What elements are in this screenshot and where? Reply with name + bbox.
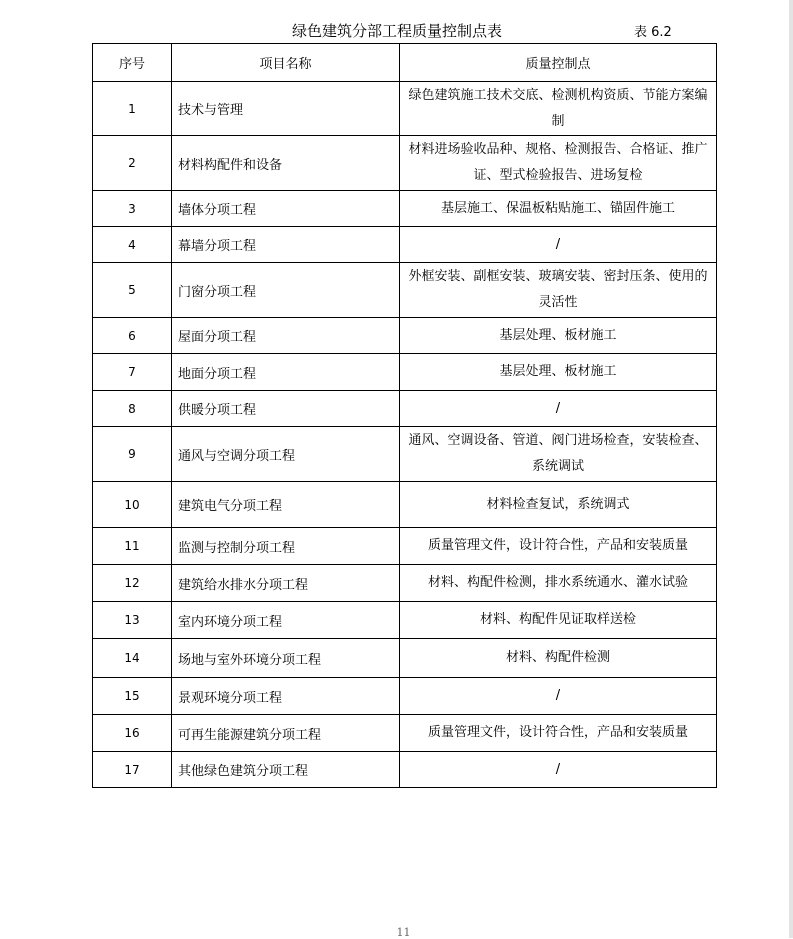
table-row (93, 639, 717, 678)
row-name: 通风与空调分项工程 (172, 427, 400, 482)
row-name: 监测与控制分项工程 (172, 528, 400, 565)
row-index: 9 (93, 427, 172, 482)
table-header-row (93, 44, 717, 82)
row-points: 材料检查复试，系统调式 (400, 482, 717, 528)
row-points: 通风、空调设备、管道、阀门进场检查，安装检查、系统调试 (400, 427, 717, 482)
row-points: 基层处理、板材施工 (400, 318, 717, 354)
row-index: 6 (93, 318, 172, 354)
row-index: 15 (93, 678, 172, 715)
row-points: / (400, 752, 717, 788)
row-index: 5 (93, 263, 172, 318)
row-points: 绿色建筑施工技术交底、检测机构资质、节能方案编制 (400, 82, 717, 136)
row-name: 建筑给水排水分项工程 (172, 565, 400, 602)
row-points: 基层施工、保温板粘贴施工、锚固件施工 (400, 191, 717, 227)
row-index: 8 (93, 391, 172, 427)
row-name: 墙体分项工程 (172, 191, 400, 227)
row-index: 3 (93, 191, 172, 227)
row-points: 材料、构配件见证取样送检 (400, 602, 717, 639)
row-points: 外框安装、副框安装、玻璃安装、密封压条、使用的灵活性 (400, 263, 717, 318)
page-number: 11 (396, 926, 411, 939)
table-row (93, 354, 717, 391)
row-index: 10 (93, 482, 172, 528)
row-index: 4 (93, 227, 172, 263)
table-row (93, 318, 717, 354)
row-index: 16 (93, 715, 172, 752)
header-name: 项目名称 (172, 44, 400, 82)
header-points: 质量控制点 (400, 44, 717, 82)
table-row (93, 715, 717, 752)
row-points: 材料进场验收品种、规格、检测报告、合格证、推广证、型式检验报告、进场复检 (400, 136, 717, 191)
row-name: 景观环境分项工程 (172, 678, 400, 715)
row-points: / (400, 391, 717, 427)
row-name: 室内环境分项工程 (172, 602, 400, 639)
row-name: 可再生能源建筑分项工程 (172, 715, 400, 752)
table-row (93, 528, 717, 565)
row-name: 幕墙分项工程 (172, 227, 400, 263)
table-row (93, 427, 717, 482)
row-name: 技术与管理 (172, 82, 400, 136)
table-row (93, 82, 717, 136)
row-name: 材料构配件和设备 (172, 136, 400, 191)
row-index: 2 (93, 136, 172, 191)
row-name: 地面分项工程 (172, 354, 400, 391)
row-index: 11 (93, 528, 172, 565)
page-edge (789, 0, 793, 938)
row-index: 1 (93, 82, 172, 136)
row-points: 材料、构配件检测，排水系统通水、灌水试验 (400, 565, 717, 602)
table-row (93, 752, 717, 788)
table-number: 表 6.2 (634, 25, 672, 40)
row-points: 材料、构配件检测 (400, 639, 717, 678)
row-name: 建筑电气分项工程 (172, 482, 400, 528)
table-row (93, 136, 717, 191)
quality-control-table (92, 43, 717, 788)
table-row (93, 227, 717, 263)
page-title: 绿色建筑分部工程质量控制点表 (292, 22, 503, 40)
row-name: 场地与室外环境分项工程 (172, 639, 400, 678)
row-points: 质量管理文件，设计符合性，产品和安装质量 (400, 715, 717, 752)
row-points: / (400, 227, 717, 263)
table-row (93, 263, 717, 318)
row-index: 7 (93, 354, 172, 391)
row-name: 其他绿色建筑分项工程 (172, 752, 400, 788)
table-row (93, 482, 717, 528)
table-row (93, 191, 717, 227)
row-name: 供暖分项工程 (172, 391, 400, 427)
table-row (93, 678, 717, 715)
row-index: 14 (93, 639, 172, 678)
row-name: 屋面分项工程 (172, 318, 400, 354)
row-name: 门窗分项工程 (172, 263, 400, 318)
row-points: / (400, 678, 717, 715)
row-index: 17 (93, 752, 172, 788)
row-index: 12 (93, 565, 172, 602)
table-row (93, 602, 717, 639)
table-row (93, 565, 717, 602)
row-points: 质量管理文件，设计符合性，产品和安装质量 (400, 528, 717, 565)
row-points: 基层处理、板材施工 (400, 354, 717, 391)
row-index: 13 (93, 602, 172, 639)
header-index: 序号 (93, 44, 172, 82)
table-row (93, 391, 717, 427)
